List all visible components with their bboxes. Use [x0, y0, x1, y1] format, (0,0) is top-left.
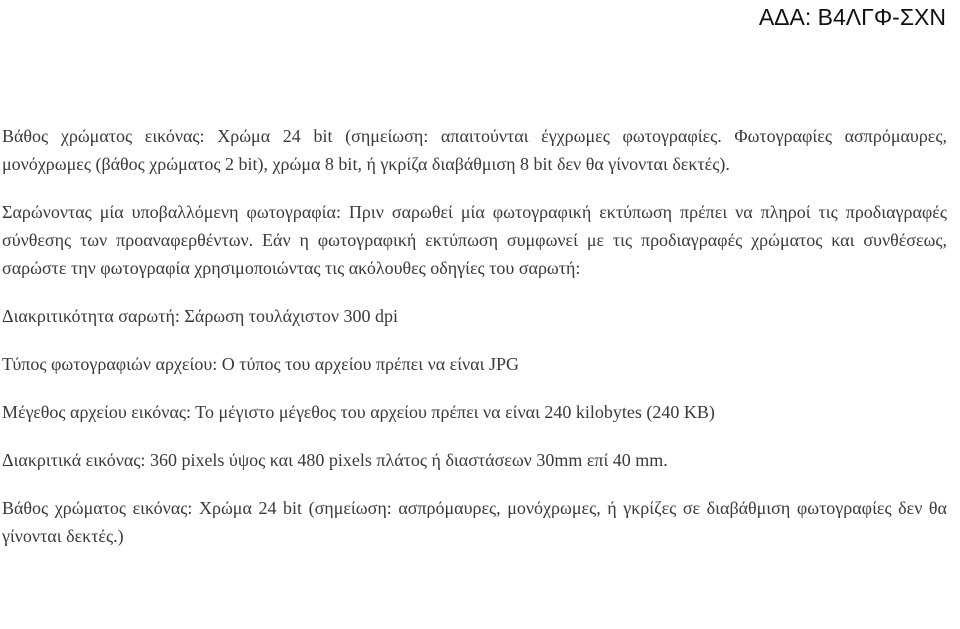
paragraph-color-depth: Βάθος χρώματος εικόνας: Χρώμα 24 bit (σημείωση: απαιτούνται έγχρωμες φωτογραφίες. Φωτογραφίες ασπρόμαυρες, μονόχρωμες (βάθος χρώματος 2 bit), χρώμα 8 bit, ή γκρίζα διαβάθμιση 8 bit δεν θα γίνονται δεκτές). [2, 126, 947, 174]
document-body [2, 122, 947, 570]
document-reference-code: ΑΔΑ: Β4ΛΓΦ-ΣΧΝ [758, 4, 946, 30]
paragraph-scanner-resolution: Διακριτικότητα σαρωτή: Σάρωση τουλάχιστον 300 dpi [2, 306, 398, 326]
paragraph-scanning-instructions: Σαρώνοντας μία υποβαλλόμενη φωτογραφία: Πριν σαρωθεί μία φωτογραφική εκτύπωση πρέπει να πληροί τις προδιαγραφές σύνθεσης των προαναφερθέντων. Εάν η φωτογραφική εκτύπωση συμφωνεί με τις προδιαγραφές χρώματος και συνθέσεως, σαρώστε την φωτογραφία χρησιμοποιώντας τις ακόλουθες οδηγίες του σαρωτή: [2, 202, 947, 278]
paragraph-file-type: Τύπος φωτογραφιών αρχείου: Ο τύπος του αρχείου πρέπει να είναι JPG [2, 354, 519, 374]
paragraph-file-size: Μέγεθος αρχείου εικόνας: Το μέγιστο μέγεθος του αρχείου πρέπει να είναι 240 kilobytes (240 KB) [2, 402, 715, 422]
paragraph-image-dimensions: Διακριτικά εικόνας: 360 pixels ύψος και 480 pixels πλάτος ή διαστάσεων 30mm επί 40 mm. [2, 450, 668, 470]
paragraph-color-depth-note: Βάθος χρώματος εικόνας: Χρώμα 24 bit (σημείωση: ασπρόμαυρες, μονόχρωμες, ή γκρίζες σε διαβάθμιση φωτογραφίες δεν θα γίνονται δεκτές.) [2, 498, 947, 546]
